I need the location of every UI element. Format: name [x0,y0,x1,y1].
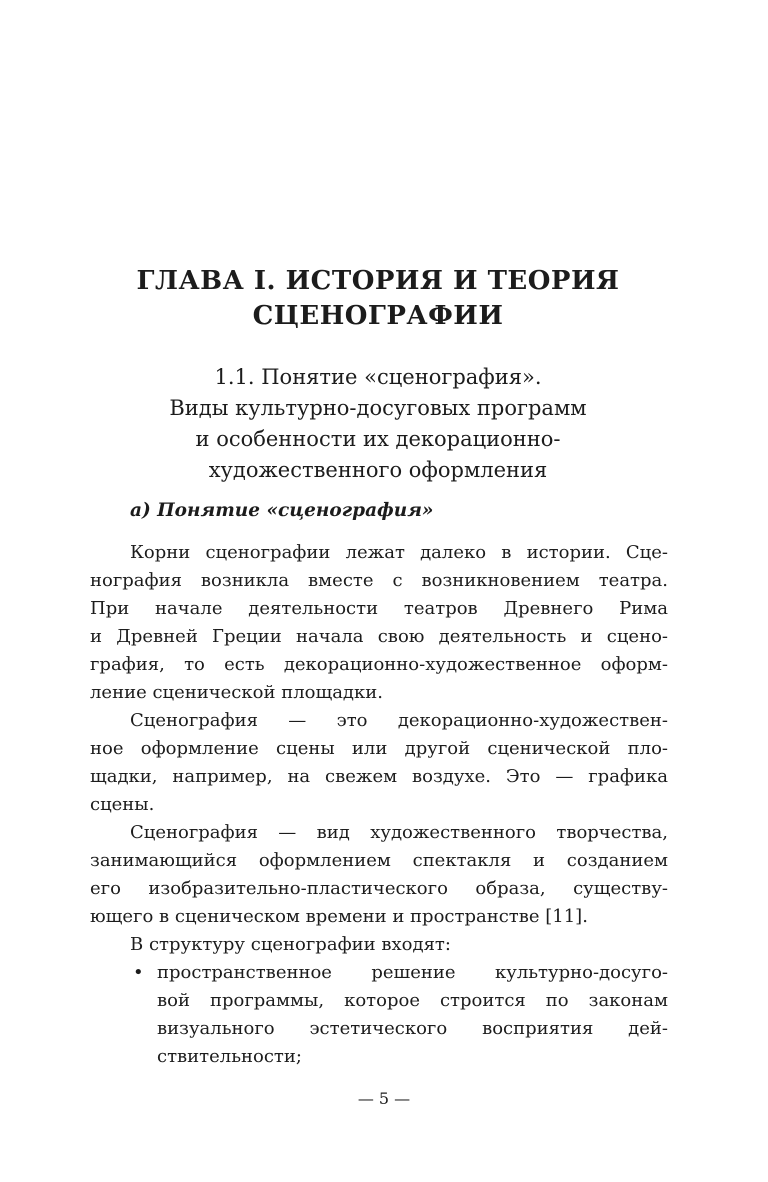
body-line: Сценография — вид художественного творчества, [130,822,668,843]
body-line: графия, то есть декорационно-художественное оформ- [90,654,668,675]
body-line: При начале деятельности театров Древнего Рима [90,598,668,619]
body-line: ное оформление сцены или другой сценической пло- [90,738,668,759]
body-line: ление сценической площадки. [90,682,383,703]
bullet-icon: • [133,962,144,983]
body-line: ющего в сценическом времени и пространстве [11]. [90,906,588,927]
body-line: и Древней Греции начала свою деятельность и сцено- [90,626,668,647]
subsection-title: а) Понятие «сценография» [130,500,434,521]
body-line: сцены. [90,794,155,815]
list-item-line: вой программы, которое строится по законам [157,990,668,1011]
body-line: занимающийся оформлением спектакля и созданием [90,850,668,871]
body-line: его изобразительно-пластического образа, существу- [90,878,668,899]
section-title-line-3: и особенности их декорационно- [195,427,561,451]
body-line: В структуру сценографии входят: [130,934,451,955]
section-title-line-2: Виды культурно-досуговых программ [169,396,587,420]
chapter-title-line-1: ГЛАВА I. ИСТОРИЯ И ТЕОРИЯ [136,266,620,296]
chapter-title-line-2: СЦЕНОГРАФИИ [252,301,504,331]
page-number: — 5 — [357,1089,411,1108]
list-item-line: визуального эстетического восприятия дей- [157,1018,668,1039]
list-item-line: ствительности; [157,1046,302,1067]
section-title-line-4: художественного оформления [208,458,548,482]
body-line: Корни сценографии лежат далеко в истории. Сце- [130,542,668,563]
list-item-line: пространственное решение культурно-досуго- [157,962,668,983]
body-line: нография возникла вместе с возникновением театра. [90,570,668,591]
body-line: Сценография — это декорационно-художествен- [130,710,668,731]
section-title-line-1: 1.1. Понятие «сценография». [214,365,542,389]
body-line: щадки, например, на свежем воздухе. Это — графика [90,766,668,787]
